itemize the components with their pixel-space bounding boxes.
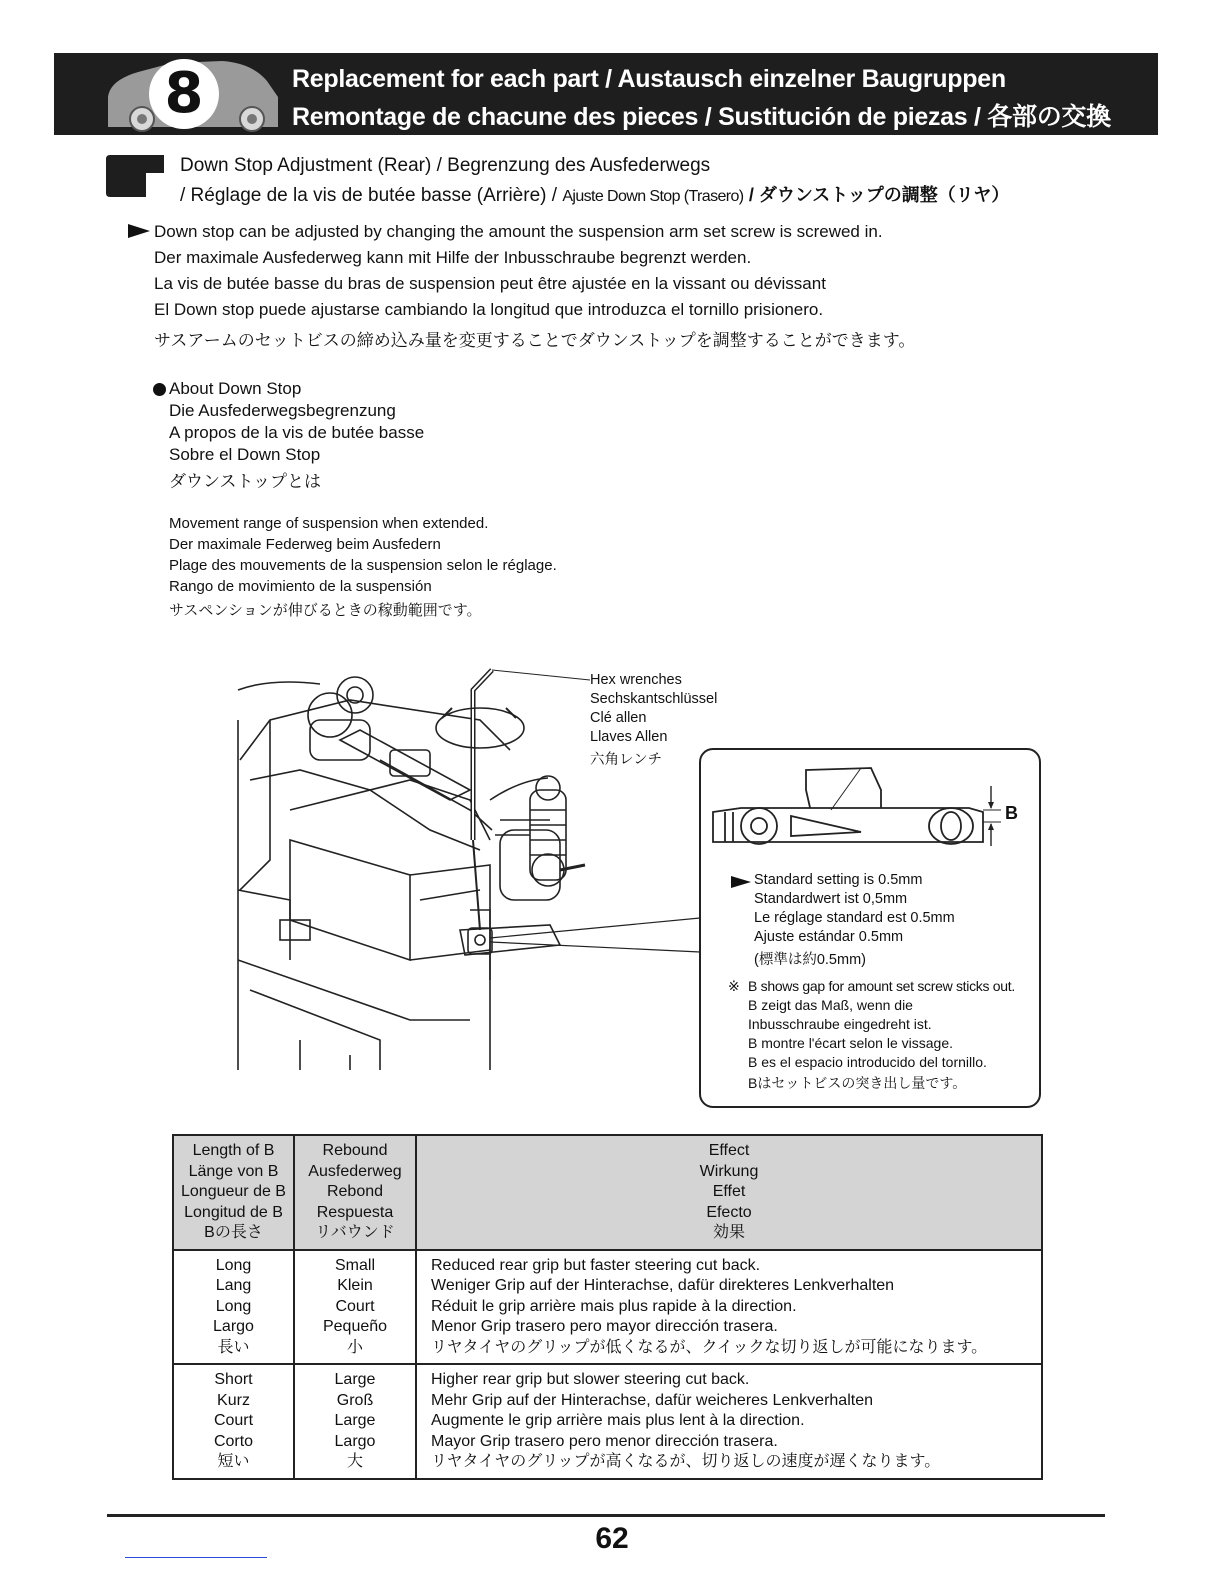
cell-text: Bの長さ bbox=[204, 1224, 263, 1241]
cell-text: Réduit le grip arrière mais plus rapide à la direction. bbox=[431, 1297, 797, 1315]
suspension-arm-detail-drawing bbox=[701, 750, 1039, 880]
cell-text: Large bbox=[334, 1412, 376, 1429]
arrow-right-icon bbox=[128, 224, 150, 238]
wrench-label: 六角レンチ bbox=[590, 752, 663, 768]
wrench-label: Clé allen bbox=[590, 710, 647, 726]
length-cell bbox=[173, 1364, 294, 1479]
note-line: Inbusschraube eingedreht ist. bbox=[748, 1016, 932, 1032]
standard-setting-line: Le réglage standard est 0.5mm bbox=[754, 910, 955, 926]
wrench-label: Llaves Allen bbox=[590, 729, 668, 745]
effect-cell bbox=[416, 1364, 1042, 1479]
heading-french: / Réglage de la vis de butée basse (Arrière) / bbox=[180, 185, 558, 206]
note-line: B montre l'écart selon le vissage. bbox=[748, 1035, 953, 1051]
standard-setting-line: Standardwert ist 0,5mm bbox=[754, 891, 908, 907]
rebound-cell bbox=[294, 1250, 416, 1365]
callout-lines bbox=[470, 890, 710, 960]
cell-text: Augmente le grip arrière mais plus lent à la direction. bbox=[431, 1412, 805, 1429]
cell-text: Ausfederweg bbox=[308, 1162, 402, 1180]
intro-line: Down stop can be adjusted by changing the amount the suspension arm set screw is screwed in. bbox=[154, 222, 883, 241]
cell-text: Court bbox=[213, 1412, 254, 1429]
cell-text: Rebound bbox=[322, 1142, 388, 1159]
about-description: Der maximale Federweg beim Ausfedern bbox=[169, 536, 441, 553]
wrench-label: Sechskantschlüssel bbox=[590, 691, 718, 707]
cell-text: Pequeño bbox=[322, 1318, 388, 1335]
cell-text: Reduced rear grip but faster steering cut back. bbox=[431, 1256, 761, 1274]
standard-setting-line: Standard setting is 0.5mm bbox=[754, 872, 923, 888]
about-title: ダウンストップとは bbox=[169, 472, 321, 491]
intro-line: El Down stop puede ajustarse cambiando la longitud que introduzca el tornillo prisionero. bbox=[154, 300, 824, 319]
header-rebound-cell bbox=[294, 1135, 416, 1250]
intro-line: La vis de butée basse du bras de suspension peut être ajustée en la vissant ou dévissant bbox=[154, 274, 826, 293]
cell-text: Rebond bbox=[326, 1183, 384, 1200]
rebound-cell bbox=[294, 1364, 416, 1479]
length-cell bbox=[173, 1250, 294, 1365]
cell-text: Corto bbox=[213, 1432, 254, 1450]
cell-text: Efecto bbox=[706, 1203, 752, 1221]
effect-cell bbox=[416, 1250, 1042, 1365]
cell-text: Effet bbox=[712, 1183, 746, 1200]
note-line: Bはセットビスの突き出し量です。 bbox=[748, 1075, 967, 1091]
page-number: 62 bbox=[595, 1522, 629, 1555]
cell-text: Klein bbox=[337, 1277, 373, 1294]
table-row bbox=[173, 1250, 1042, 1365]
section-marker-icon bbox=[106, 155, 164, 197]
cell-text: 短い bbox=[217, 1453, 250, 1470]
cell-text: Mehr Grip auf der Hinterachse, dafür weicheres Lenkverhalten bbox=[431, 1391, 873, 1409]
cell-text: Respuesta bbox=[316, 1203, 394, 1221]
cell-text: Small bbox=[334, 1256, 375, 1274]
banner-title-line1: Replacement for each part / Austausch einzelner Baugruppen bbox=[292, 65, 1006, 93]
footer-link-underline bbox=[125, 1557, 267, 1558]
cell-text: リヤタイヤのグリップが高くなるが、切り返しの速度が遅くなります。 bbox=[431, 1453, 941, 1470]
about-title: Sobre el Down Stop bbox=[169, 445, 321, 464]
header-length-cell bbox=[173, 1135, 294, 1250]
about-title: A propos de la vis de butée basse bbox=[169, 423, 425, 442]
arrow-right-icon bbox=[731, 876, 751, 888]
section-heading-line2 bbox=[180, 181, 1009, 207]
cell-text: 長い bbox=[217, 1338, 250, 1356]
about-description: Movement range of suspension when extended. bbox=[169, 515, 489, 532]
cell-text: Largo bbox=[334, 1432, 376, 1450]
cell-text: Large bbox=[334, 1371, 376, 1388]
cell-text: リヤタイヤのグリップが低くなるが、クイックな切り返しが可能になります。 bbox=[431, 1338, 988, 1356]
wrench-label: Hex wrenches bbox=[590, 672, 682, 688]
cell-text: リバウンド bbox=[315, 1224, 395, 1241]
cell-text: Longitud de B bbox=[184, 1203, 283, 1221]
intro-line: Der maximale Ausfederweg kann mit Hilfe der Inbusschraube begrenzt werden. bbox=[154, 248, 752, 267]
cell-text: Court bbox=[335, 1297, 375, 1315]
heading-spanish: Ajuste Down Stop (Trasero) bbox=[562, 188, 744, 205]
footer-divider bbox=[107, 1514, 1105, 1517]
effect-table bbox=[172, 1134, 1043, 1480]
header-banner bbox=[54, 53, 1158, 135]
cell-text: 大 bbox=[346, 1453, 363, 1470]
note-line: B shows gap for amount set screw sticks out. bbox=[748, 978, 1015, 994]
cell-text: Largo bbox=[213, 1318, 254, 1335]
heading-japanese: / ダウンストップの調整（リヤ） bbox=[748, 185, 1010, 205]
note-line: B es el espacio introducido del tornillo. bbox=[748, 1054, 987, 1070]
cell-text: Kurz bbox=[217, 1391, 250, 1409]
standard-setting-line: (標準は約0.5mm) bbox=[754, 952, 866, 968]
step-number: 8 bbox=[149, 59, 219, 129]
cell-text: Higher rear grip but slower steering cut back. bbox=[431, 1371, 750, 1388]
bullet-icon bbox=[153, 383, 166, 396]
about-title: About Down Stop bbox=[169, 379, 302, 398]
cell-text: Weniger Grip auf der Hinterachse, dafür direkteres Lenkverhalten bbox=[431, 1277, 895, 1294]
cell-text: Wirkung bbox=[699, 1162, 759, 1180]
cell-text: Lang bbox=[215, 1277, 252, 1294]
cell-text: Long bbox=[215, 1256, 252, 1274]
cell-text: Mayor Grip trasero pero menor dirección trasera. bbox=[431, 1432, 778, 1450]
table-row bbox=[173, 1364, 1042, 1479]
note-line: B zeigt das Maß, wenn die bbox=[748, 997, 913, 1013]
cell-text: Length of B bbox=[192, 1142, 275, 1159]
banner-title-line2: Remontage de chacune des pieces / Sustitución de piezas / 各部の交換 bbox=[292, 103, 1111, 131]
section-heading-line1: Down Stop Adjustment (Rear) / Begrenzung des Ausfederwegs bbox=[180, 155, 711, 176]
cell-text: Menor Grip trasero pero mayor dirección trasera. bbox=[431, 1318, 778, 1335]
about-description: Plage des mouvements de la suspension selon le réglage. bbox=[169, 557, 557, 574]
cell-text: 小 bbox=[346, 1338, 363, 1356]
about-title: Die Ausfederwegsbegrenzung bbox=[169, 401, 396, 420]
cell-text: Longueur de B bbox=[181, 1183, 286, 1200]
cell-text: 効果 bbox=[712, 1224, 745, 1241]
cell-text: Groß bbox=[336, 1391, 374, 1409]
gap-b-label: B bbox=[1005, 803, 1018, 823]
cell-text: Effect bbox=[708, 1142, 750, 1159]
about-description: Rango de movimiento de la suspensión bbox=[169, 578, 432, 595]
cell-text: Länge von B bbox=[188, 1162, 279, 1180]
cell-text: Short bbox=[214, 1371, 253, 1388]
note-mark: ※ bbox=[728, 978, 740, 994]
header-effect-cell bbox=[416, 1135, 1042, 1250]
cell-text: Long bbox=[215, 1297, 252, 1315]
intro-line: サスアームのセットビスの締め込み量を変更することでダウンストップを調整することができます。 bbox=[154, 331, 916, 350]
table-header-row bbox=[173, 1135, 1042, 1250]
standard-setting-line: Ajuste estándar 0.5mm bbox=[754, 929, 904, 945]
about-description: サスペンションが伸びるときの稼動範囲です。 bbox=[169, 602, 482, 619]
